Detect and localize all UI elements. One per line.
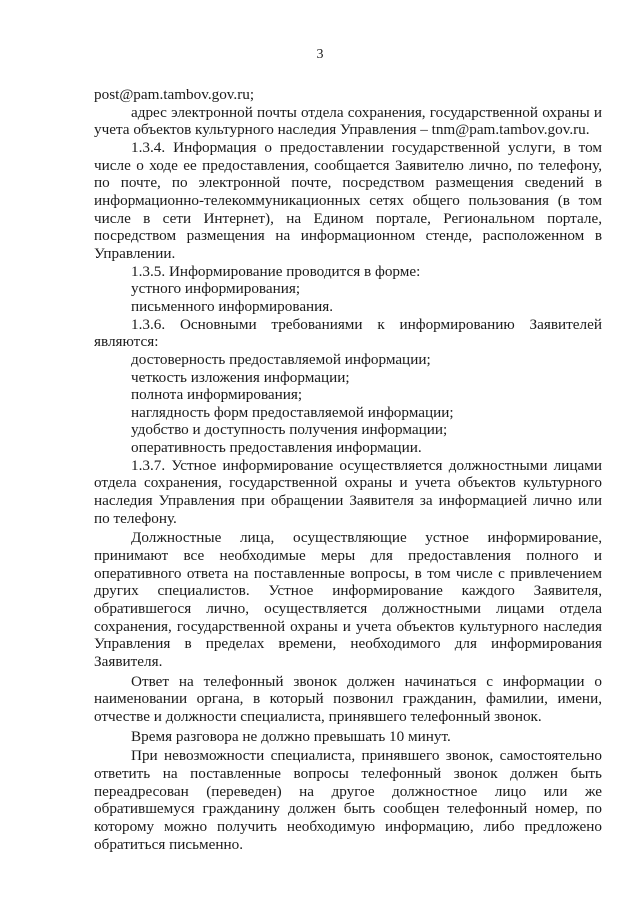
paragraph: 1.3.7. Устное информирование осуществляется должностными лицами отдела сохранения, государственной охраны и учета объектов культурного наследия Управления при обращении Заявителя за информацией лично или по телефону. bbox=[94, 456, 602, 527]
list-item: достоверность предоставляемой информации; bbox=[131, 350, 431, 368]
paragraph: адрес электронной почты отдела сохранения, государственной охраны и учета объектов культурного наследия Управления – tnm@pam.tambov.gov.ru. bbox=[94, 103, 602, 139]
list-item: полнота информирования; bbox=[131, 386, 303, 404]
paragraph: 1.3.5. Информирование проводится в форме: bbox=[131, 262, 421, 280]
document-body bbox=[94, 86, 602, 853]
paragraph: Время разговора не должно превышать 10 минут. bbox=[131, 727, 451, 745]
paragraph: Должностные лица, осуществляющие устное информирование, принимают все необходимые меры для предоставления полного и оперативного ответа на поставленные вопросы, в том числе с привлечением других специалистов. Устное информирование каждого Заявителя, обратившегося лично, осуществляется должностными лицами отдела сохранения, государственной охраны и учета объектов культурного наследия Управления в пределах времени, необходимого для информирования Заявителя. bbox=[94, 529, 602, 670]
paragraph: При невозможности специалиста, принявшего звонок, самостоятельно ответить на поставленные вопросы телефонный звонок должен быть переадресован (переведен) на другое должностное лицо или же обратившемуся гражданину должен быть сообщен телефонный номер, по которому можно получить необходимую информацию, либо предложено обратиться письменно. bbox=[94, 747, 602, 853]
list-item: наглядность форм предоставляемой информации; bbox=[131, 403, 454, 421]
list-item: письменного информирования. bbox=[131, 297, 334, 315]
list-item: четкость изложения информации; bbox=[131, 368, 350, 386]
paragraph: 1.3.4. Информация о предоставлении государственной услуги, в том числе о ходе ее предоставления, сообщается Заявителю лично, по телефону, по почте, по электронной почте, посредством размещения сведений в информационно-телекоммуникационных сетях общего пользования (в том числе в сети Интернет), на Едином портале, Региональном портале, посредством размещения на информационном стенде, расположенном в Управлении. bbox=[94, 138, 602, 262]
paragraph: 1.3.6. Основными требованиями к информированию Заявителей являются: bbox=[94, 315, 602, 351]
page-number: 3 bbox=[316, 47, 324, 62]
list-item: устного информирования; bbox=[131, 280, 301, 298]
paragraph: post@pam.tambov.gov.ru; bbox=[94, 86, 255, 103]
paragraph: Ответ на телефонный звонок должен начинаться с информации о наименовании органа, в который позвонил гражданин, фамилии, имени, отчестве и должности специалиста, принявшего телефонный звонок. bbox=[94, 672, 602, 725]
list-item: оперативность предоставления информации. bbox=[131, 439, 422, 457]
list-item: удобство и доступность получения информации; bbox=[131, 421, 448, 439]
